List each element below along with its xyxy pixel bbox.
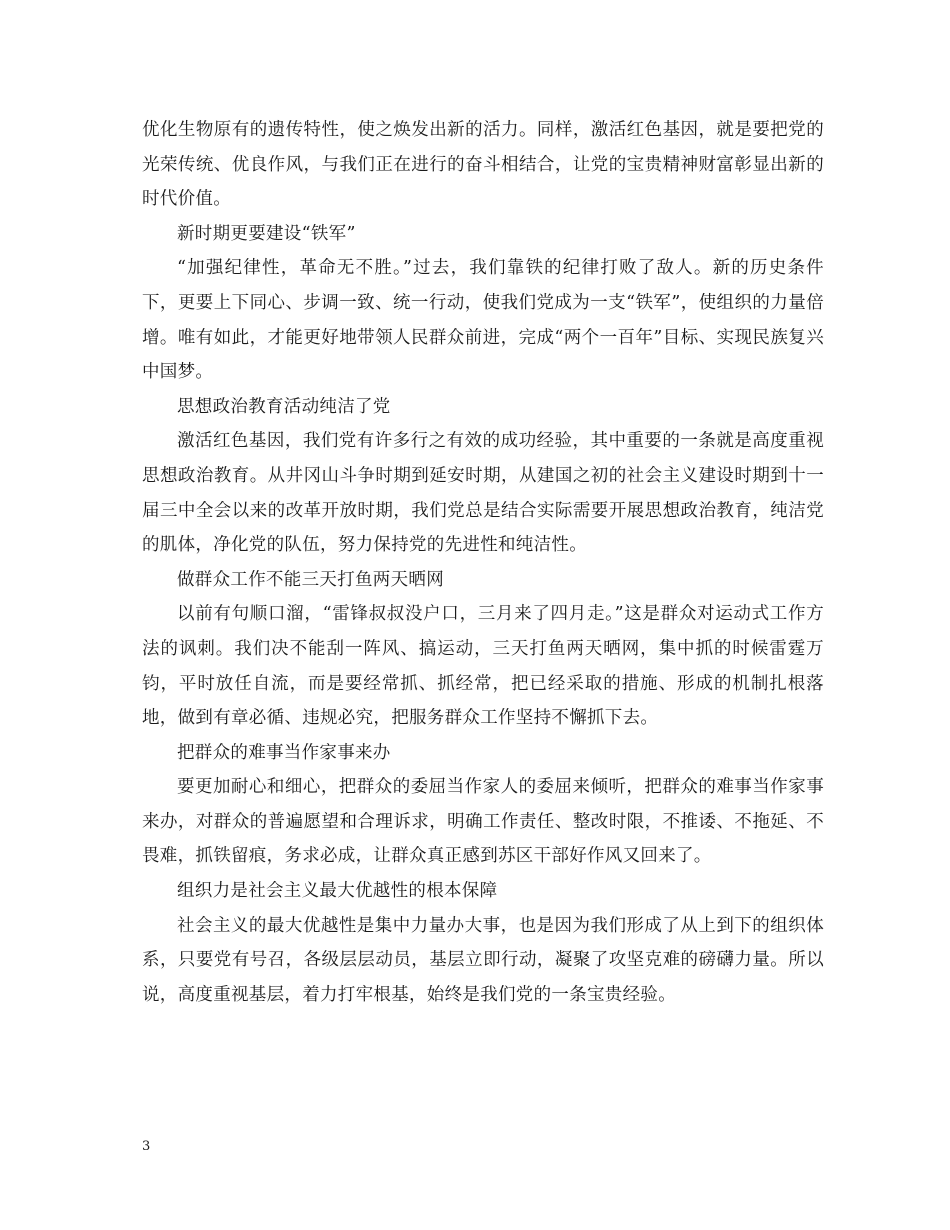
paragraph: 优化生物原有的遗传特性，使之焕发出新的活力。同样，激活红色基因，就是要把党的光荣传统、优良作风，与我们正在进行的奋斗相结合，让党的宝贵精神财富彰显出新的时代价值。 bbox=[142, 120, 824, 210]
section-heading: 思想政治教育活动纯洁了党 bbox=[177, 396, 391, 417]
page-number: 3 bbox=[142, 1139, 151, 1154]
paragraph: “加强纪律性，革命无不胜。”过去，我们靠铁的纪律打败了敌人。新的历史条件下，更要上下同心、步调一致、统一行动，使我们党成为一支“铁军”，使组织的力量倍增。唯有如此，才能更好地带领人民群众前进，完成“两个一百年”目标、实现民族复兴中国梦。 bbox=[142, 258, 824, 383]
section-heading: 把群众的难事当作家事来办 bbox=[177, 742, 391, 763]
section-heading: 做群众工作不能三天打鱼两天晒网 bbox=[177, 569, 444, 590]
section-heading: 组织力是社会主义最大优越性的根本保障 bbox=[177, 881, 498, 902]
section-heading: 新时期更要建设“铁军” bbox=[177, 223, 356, 244]
paragraph: 要更加耐心和细心，把群众的委屈当作家人的委屈来倾听，把群众的难事当作家事来办，对群众的普遍愿望和合理诉求，明确工作责任、整改时限，不推诿、不拖延、不畏难，抓铁留痕，务求必成，让群众真正感到苏区干部好作风又回来了。 bbox=[142, 777, 824, 867]
paragraph: 以前有句顺口溜，“雷锋叔叔没户口，三月来了四月走。”这是群众对运动式工作方法的讽刺。我们决不能刮一阵风、搞运动，三天打鱼两天晒网，集中抓的时候雷霆万钧，平时放任自流，而是要经常抓、抓经常，把已经采取的措施、形成的机制扎根落地，做到有章必循、违规必究，把服务群众工作坚持不懈抓下去。 bbox=[142, 604, 824, 729]
paragraph: 社会主义的最大优越性是集中力量办大事，也是因为我们形成了从上到下的组织体系，只要党有号召，各级层层动员，基层立即行动，凝聚了攻坚克难的磅礴力量。所以说，高度重视基层，着力打牢根基，始终是我们党的一条宝贵经验。 bbox=[142, 915, 824, 1005]
document-body bbox=[142, 113, 824, 1012]
paragraph: 激活红色基因，我们党有许多行之有效的成功经验，其中重要的一条就是高度重视思想政治教育。从井冈山斗争时期到延安时期，从建国之初的社会主义建设时期到十一届三中全会以来的改革开放时期，我们党总是结合实际需要开展思想政治教育，纯洁党的肌体，净化党的队伍，努力保持党的先进性和纯洁性。 bbox=[142, 431, 824, 556]
